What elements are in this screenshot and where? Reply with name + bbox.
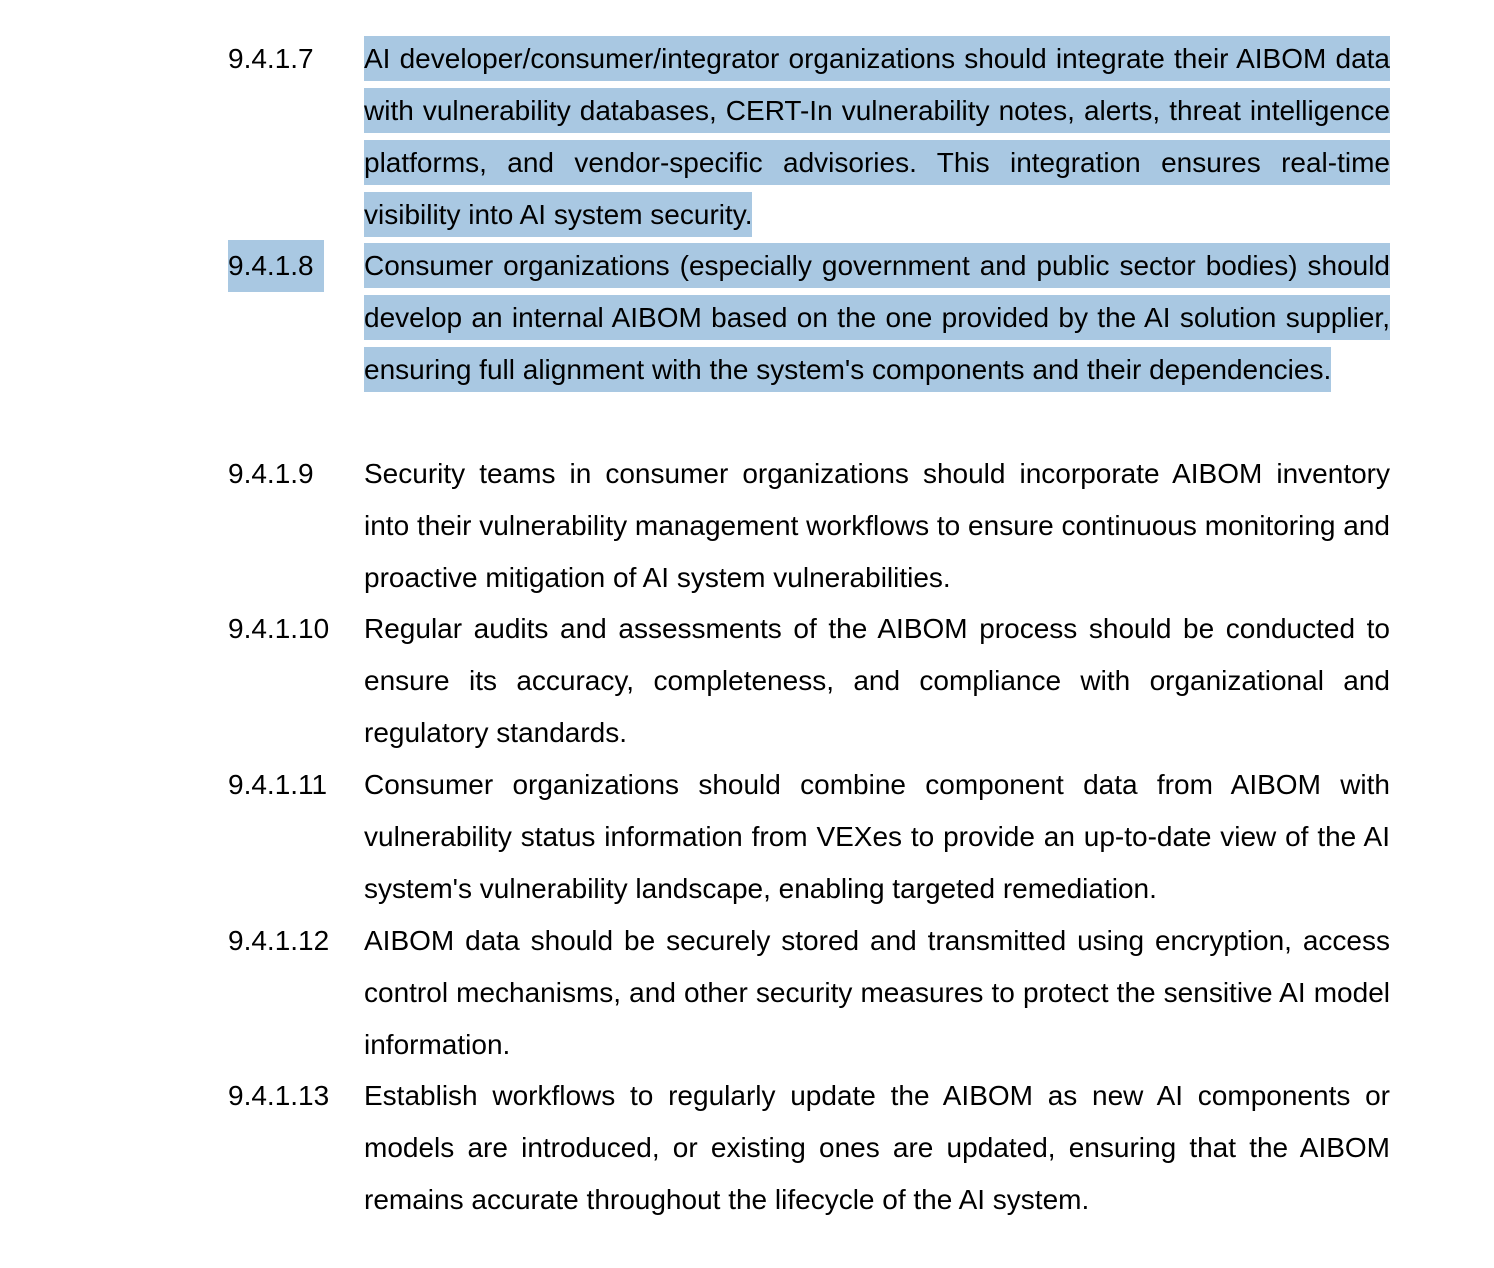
clause-number[interactable]: 9.4.1.8 — [228, 240, 324, 292]
clause-text: Security teams in consumer organizations should incorporate AIBOM inventory into their vulnerability management workflows to ensure continuous monitoring and proactive mitigation of AI system vulnerabilities. — [364, 458, 1390, 593]
clause-number: 9.4.1.12 — [228, 925, 330, 956]
clause-text[interactable] — [364, 33, 1390, 241]
clause-number: 9.4.1.7 — [228, 43, 314, 74]
clause-text[interactable] — [364, 240, 1390, 396]
clause-text: Regular audits and assessments of the AIBOM process should be conducted to ensure its accuracy, completeness, and compliance with organizational and regulatory standards. — [364, 613, 1390, 748]
selected-text[interactable]: Consumer organizations (especially government and public sector bodies) should develop an internal AIBOM based on the one provided by the AI solution supplier, ensuring full alignment with the system's components and their dependencies. — [364, 250, 1390, 385]
clause-number: 9.4.1.9 — [228, 458, 314, 489]
clause-number: 9.4.1.10 — [228, 613, 330, 644]
selected-text[interactable]: AI developer/consumer/integrator organizations should integrate their AIBOM data with vulnerability databases, CERT-In vulnerability notes, alerts, threat intelligence platforms, and vendor-specific advisories. This integration ensures real-time visibility into AI system security. — [364, 43, 1390, 230]
clause-number: 9.4.1.11 — [228, 769, 328, 800]
clause-text: Consumer organizations should combine component data from AIBOM with vulnerability status information from VEXes to provide an up-to-date view of the AI system's vulnerability landscape, enabling targeted remediation. — [364, 769, 1390, 904]
clause-number: 9.4.1.13 — [228, 1080, 330, 1111]
clause-text: Establish workflows to regularly update the AIBOM as new AI components or models are introduced, or existing ones are updated, ensuring that the AIBOM remains accurate throughout the lifecycle of the AI system. — [364, 1080, 1390, 1215]
clause-text: AIBOM data should be securely stored and transmitted using encryption, access control mechanisms, and other security measures to protect the sensitive AI model information. — [364, 925, 1390, 1060]
